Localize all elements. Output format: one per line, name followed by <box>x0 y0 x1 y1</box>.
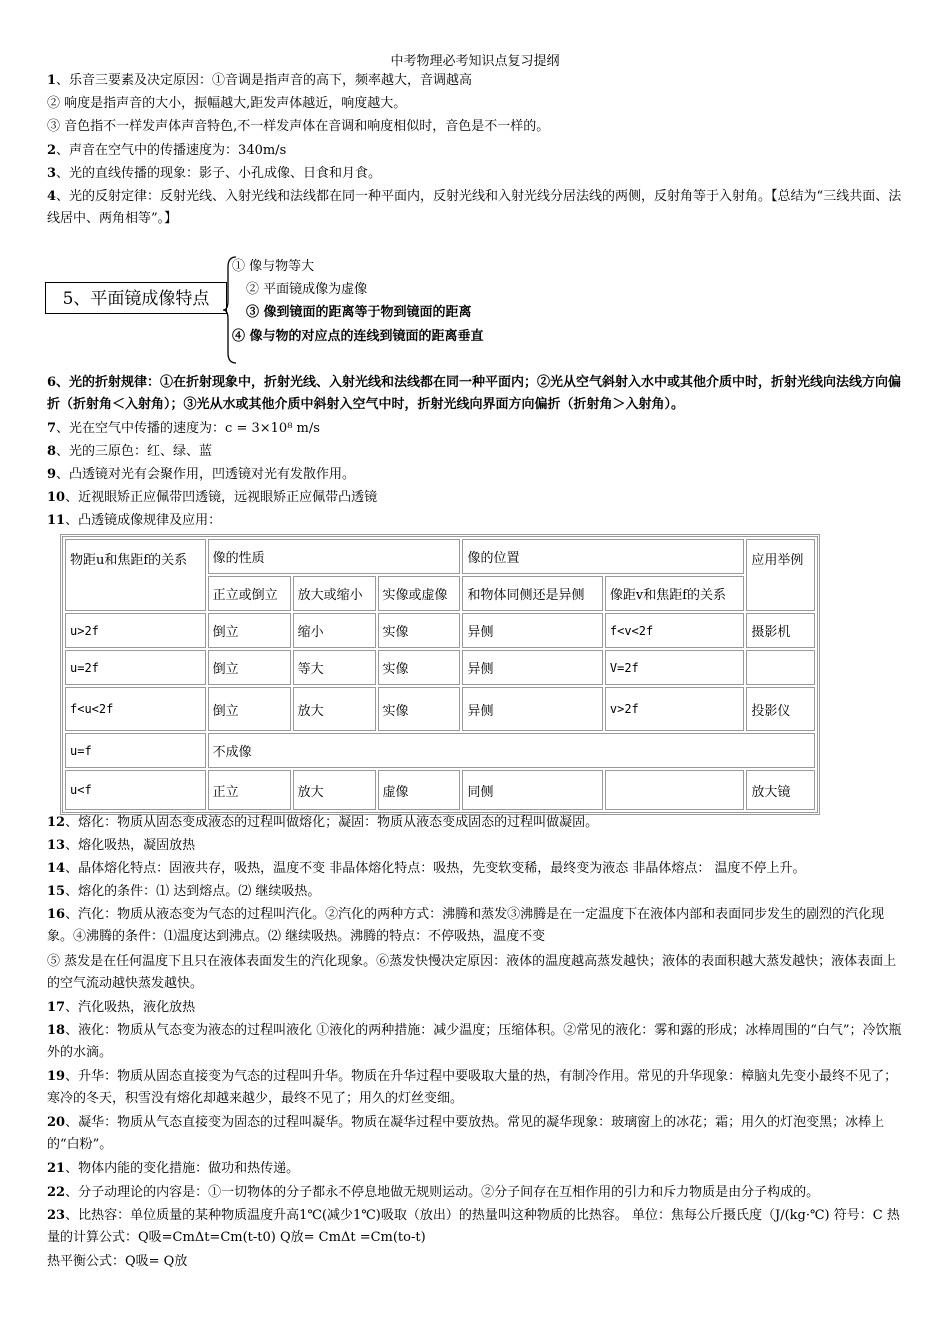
table-cell: 缩小 <box>293 613 376 648</box>
list-item: 17、汽化吸热，液化放热 <box>47 1000 196 1015</box>
list-item: 3、光的直线传播的现象：影子、小孔成像、日食和月食。 <box>47 166 382 181</box>
list-item: 热平衡公式：Q吸= Q放 <box>47 1254 188 1269</box>
list-item: 15、熔化的条件：⑴ 达到熔点。⑵ 继续吸热。 <box>47 884 321 899</box>
list-item: 11、凸透镜成像规律及应用： <box>47 513 222 528</box>
table-cell: 不成像 <box>208 733 815 768</box>
table-cell: f<v<2f <box>605 613 744 648</box>
table-cell: 异侧 <box>462 650 602 685</box>
table-row <box>65 650 815 685</box>
table-cell: 实像 <box>378 687 461 731</box>
table-cell: 放大 <box>293 687 376 731</box>
list-item: 20、凝华：物质从气态直接变为固态的过程叫凝华。物质在凝华过程中要放热。常见的凝华现象：玻璃窗上的冰花；霜；用久的灯泡变黑；冰棒上的“白粉”。 <box>47 1115 885 1152</box>
table-header: 物距u和焦距f的关系 <box>65 539 206 611</box>
table-cell: V=2f <box>605 650 744 685</box>
table-cell: 实像 <box>378 613 461 648</box>
table-cell: u=2f <box>65 650 206 685</box>
table-header: 像的性质 <box>208 539 461 574</box>
list-item: 1、乐音三要素及决定原因：①音调是指声音的高下，频率越大，音调越高 <box>47 73 473 88</box>
table-cell <box>605 770 744 810</box>
list-item: 23、比热容：单位质量的某种物质温度升高1℃(减少1℃)吸取（放出）的热量叫这种物质的比热容。 单位：焦每公斤摄氏度（J/(kg·℃) 符号：C 热量的计算公式：Q吸=CmΔt=Cm(t-t0) Q放= CmΔt =Cm(to-t) <box>47 1208 900 1245</box>
table-cell: 等大 <box>293 650 376 685</box>
table-header: 像的位置 <box>462 539 744 574</box>
list-item: ③ 音色指不一样发声体声音特色,不一样发声体在音调和响度相似时，音色是不一样的。 <box>47 119 550 134</box>
table-cell: 倒立 <box>208 687 291 731</box>
table-header: 放大或缩小 <box>293 576 376 611</box>
list-item: 14、晶体熔化特点：固液共存，吸热，温度不变 非晶体熔化特点：吸热，先变软变稀，最终变为液态 非晶体熔点： 温度不停上升。 <box>47 861 806 876</box>
table-header: 和物体同侧还是异侧 <box>462 576 602 611</box>
table-cell: 正立 <box>208 770 291 810</box>
table-cell: 异侧 <box>462 613 602 648</box>
table-cell: 倒立 <box>208 613 291 648</box>
lens-table <box>60 534 820 815</box>
table-cell: 投影仪 <box>746 687 815 731</box>
table-header: 像距v和焦距f的关系 <box>605 576 744 611</box>
mirror-point: ④ 像与物的对应点的连线到镜面的距离垂直 <box>232 329 484 344</box>
page-title: 中考物理必考知识点复习提纲 <box>390 54 560 69</box>
list-item: 10、近视眼矫正应佩带凹透镜，远视眼矫正应佩带凸透镜 <box>47 490 378 505</box>
list-item: 22、分子动理论的内容是：①一切物体的分子都永不停息地做无规则运动。②分子间存在互相作用的引力和斥力物质是由分子构成的。 <box>47 1185 820 1200</box>
table-cell: u>2f <box>65 613 206 648</box>
table-cell: 摄影机 <box>746 613 815 648</box>
table-cell: f<u<2f <box>65 687 206 731</box>
list-item: 13、熔化吸热，凝固放热 <box>47 838 196 853</box>
list-item: 18、液化：物质从气态变为液态的过程叫液化 ①液化的两种措施：减少温度；压缩体积。②常见的液化：雾和露的形成；冰棒周围的“白气”；冷饮瓶外的水滴。 <box>47 1023 902 1060</box>
list-item: 19、升华：物质从固态直接变为气态的过程叫升华。物质在升华过程中要吸取大量的热，有制冷作用。常见的升华现象：樟脑丸先变小最终不见了；寒冷的冬天，积雪没有熔化却越来越少，最终不见了；用久的灯丝变细。 <box>47 1069 898 1106</box>
mirror-point: ③ 像到镜面的距离等于物到镜面的距离 <box>246 305 472 320</box>
table-cell: u=f <box>65 733 206 768</box>
table-cell: 虚像 <box>378 770 461 810</box>
list-item: ② 响度是指声音的大小，振幅越大,距发声体越近，响度越大。 <box>47 96 407 111</box>
table-cell: 放大镜 <box>746 770 815 810</box>
table-row <box>65 613 815 648</box>
table-cell: 倒立 <box>208 650 291 685</box>
table-row <box>65 733 815 768</box>
mirror-point: ① 像与物等大 <box>232 259 315 274</box>
list-item: 6、光的折射规律：①在折射现象中，折射光线、入射光线和法线都在同一种平面内；②光从空气斜射入水中或其他介质中时，折射光线向法线方向偏折（折射角＜入射角）；③光从水或其他介质中斜射入空气中时，折射光线向界面方向偏折（折射角＞入射角）。 <box>47 375 902 412</box>
list-item: 12、熔化：物质从固态变成液态的过程叫做熔化；凝固：物质从液态变成固态的过程叫做凝固。 <box>47 815 599 830</box>
list-item: 7、光在空气中传播的速度为：c = 3×10⁸ m/s <box>47 421 320 436</box>
table-cell: 放大 <box>293 770 376 810</box>
table-header-row <box>65 539 815 574</box>
table-cell: 同侧 <box>462 770 602 810</box>
table-header: 应用举例 <box>746 539 815 611</box>
table-row <box>65 770 815 810</box>
table-header: 正立或倒立 <box>208 576 291 611</box>
list-item: 8、光的三原色：红、绿、蓝 <box>47 444 213 459</box>
table-cell: u<f <box>65 770 206 810</box>
table-cell: v>2f <box>605 687 744 731</box>
table-cell: 异侧 <box>462 687 602 731</box>
mirror-title-box: 5、平面镜成像特点 <box>45 282 227 314</box>
list-item: 2、声音在空气中的传播速度为：340m/s <box>47 143 287 158</box>
mirror-point: ② 平面镜成像为虚像 <box>246 282 368 297</box>
list-item: 16、汽化：物质从液态变为气态的过程叫汽化。②汽化的两种方式：沸腾和蒸发③沸腾是在一定温度下在液体内部和表面同步发生的剧烈的汽化现象。④沸腾的条件：⑴温度达到沸点。⑵ 继续吸热。沸腾的特点：不停吸热，温度不变 <box>47 907 885 944</box>
list-item: 4、光的反射定律：反射光线、入射光线和法线都在同一种平面内，反射光线和入射光线分居法线的两侧，反射角等于入射角。【总结为“三线共面、法线居中、两角相等”。】 <box>47 189 902 226</box>
list-item: 21、物体内能的变化措施：做功和热传递。 <box>47 1161 300 1176</box>
table-row <box>65 687 815 731</box>
table-header: 实像或虚像 <box>378 576 461 611</box>
table-cell <box>746 650 815 685</box>
table-cell: 实像 <box>378 650 461 685</box>
list-item: 9、凸透镜对光有会聚作用，凹透镜对光有发散作用。 <box>47 467 356 482</box>
list-item: ⑤ 蒸发是在任何温度下且只在液体表面发生的汽化现象。⑥蒸发快慢决定原因：液体的温度越高蒸发越快；液体的表面积越大蒸发越快；液体表面上的空气流动越快蒸发越快。 <box>47 954 897 991</box>
